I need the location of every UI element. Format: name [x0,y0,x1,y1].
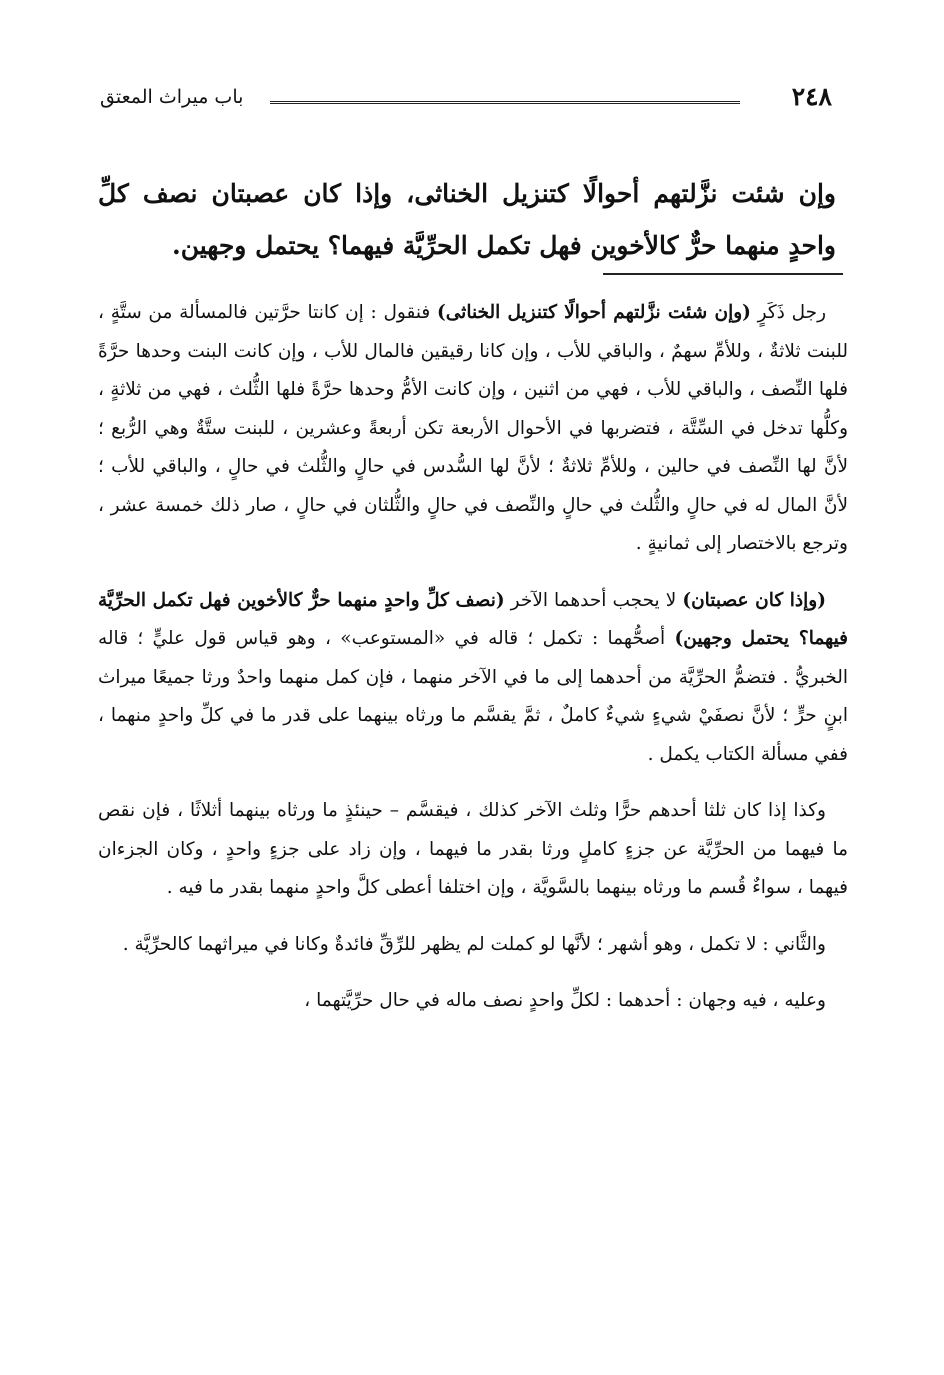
commentary-paragraph: والثَّاني : لا تكمل ، وهو أشهر ؛ لأنَّها لو كملت لم يظهر للرِّقِّ فائدةٌ وكانا في ميراثهما كالحرِّيَّة . [122,933,826,955]
commentary-paragraph: وعليه ، فيه وجهان : أحدهما : لكلِّ واحدٍ نصف ماله في حال حرِّيَّتهما ، [304,990,826,1011]
page-header [100,82,840,122]
commentary-text: رجل ذَكَرٍ [757,302,827,323]
commentary-body [98,294,848,1039]
commentary-paragraph: وكذا إذا كان ثلثا أحدهم حرًّا وثلث الآخر كذلك ، فيقسَّم – حينئذٍ ما ورثاه بينهما أثلاثًا ، فإن نقص ما فيهما من الحرِّيَّة عن جزءٍ كاملٍ ورثا بقدر ما فيهما ، وإن زاد على جزءٍ واحدٍ ، وكان الجزءان فيهما ، سواءٌ قُسم ما ورثاه بينهما بالسَّويَّة ، وإن اختلفا أعطى كلَّ واحدٍ منهما بقدر ما فيه . [98,800,848,898]
page-number: ٢٤٨ [791,82,832,111]
commentary-text: فنقول : إن كانتا حرَّتين فالمسألة من ستَّةٍ ، للبنت ثلاثةٌ ، وللأمِّ سهمٌ ، والباقي للأب ، وإن كانا رقيقين فالمال للأب ، وإن كانت البنت وحدها حرَّةً فلها النِّصف ، والباقي للأب ، فهي من اثنين ، وإن كانت الأمُّ وحدها حرَّةً فلها الثُّلث ، فهي من ثلاثةٍ ، وكلُّها تدخل في السِّتَّة ، فتضربها في الأحوال الأربعة تكن أربعةً وعشرين ، للبنت ستَّةٌ وهي الرُّبع ؛ لأنَّ لها النِّصف في حالين ، وللأمِّ ثلاثةٌ ؛ لأنَّ لها السُّدس في حالٍ والثُّلث في حالٍ ، والباقي للأب ؛ لأنَّ المال له في حالٍ والثُّلث في حالٍ والنِّصف في حالٍ والثُّلثان في حالٍ ، صار ذلك خمسة عشر ، وترجع بالاختصار إلى ثمانيةٍ . [98,302,848,554]
commentary-text: لا يحجب أحدهما الآخر [510,589,677,611]
quoted-matn: (نصف كلِّ واحدٍ منهما حرٌّ كالأخوين فهل تكمل الحرِّيَّة فيهما؟ يحتمل وجهين) [98,589,848,649]
quoted-matn: (وإن شئت نزَّلتهم أحوالًا كتنزيل الخناثى) [437,302,751,323]
section-divider [603,273,843,275]
quoted-matn: (وإذا كان عصبتان) [682,589,826,611]
commentary-text: أصحُّهما : تكمل ؛ قاله في «المستوعب» ، وهو قياس قول عليٍّ ؛ قاله الخبريُّ . فتضمُّ الحرِّيَّة من أحدهما إلى ما في الآخر منهما ، فإن كمل منهما واحدٌ ورثا جميعًا ميراث ابنٍ حرٍّ ؛ لأنَّ نصفَيْ شيءٍ شيءٌ كاملٌ ، ثمَّ يقسَّم ما ورثاه بينهما على قدر ما في كلِّ واحدٍ منهما ، ففي مسألة الكتاب يكمل . [98,628,848,765]
commentary-paragraph [98,582,848,775]
matn-text: وإن شئت نزَّلتهم أحوالًا كتنزيل الخناثى، وإذا كان عصبتان نصف كلِّ واحدٍ منهما حرٌّ كالأخوين فهل تكمل الحرِّيَّة فيهما؟ يحتمل وجهين. [98,179,836,260]
commentary-paragraph [98,294,848,564]
header-rule [270,101,740,104]
chapter-title: باب ميراث المعتق [100,86,244,108]
